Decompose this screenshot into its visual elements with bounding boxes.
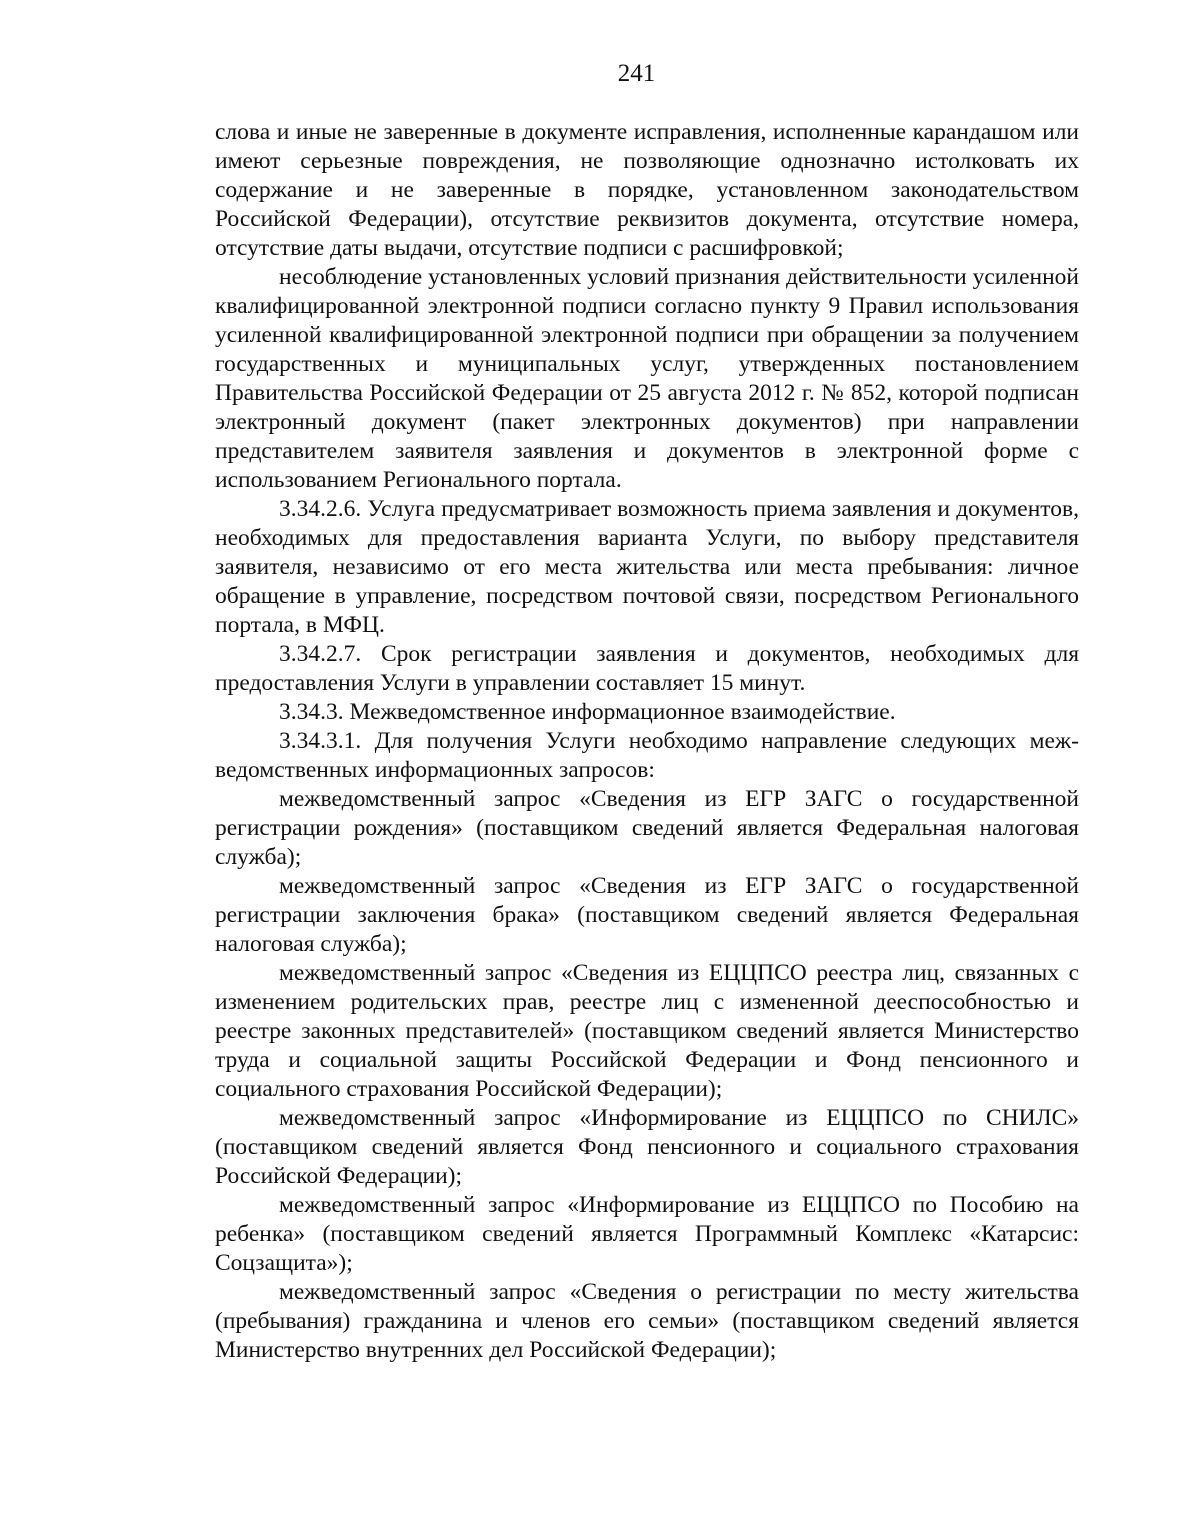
paragraph-10: межведомственный запрос «Информирование из ЕЦЦПСО по СНИЛС» (поставщиком сведений является Фонд пенсионного и социального страхования Российской Федерации); [215, 1105, 1079, 1189]
paragraph-6: 3.34.3.1. Для получения Услуги необходимо направление следующих межведомственных информационных запросов: [215, 728, 1079, 783]
paragraph-3: 3.34.2.6. Услуга предусматривает возможность приема заявления и документов, необходимых для предоставления варианта Услуги, по выбору представителя заявителя, независимо от его места жительства или места пребывания: личное обращение в управление, посредством почтовой связи, посредством Регионального портала, в МФЦ. [215, 496, 1079, 638]
paragraph-4: 3.34.2.7. Срок регистрации заявления и документов, необходимых для предоставления Услуги в управлении составляет 15 минут. [215, 641, 1079, 696]
paragraph-1: слова и иные не заверенные в документе исправления, исполненные карандашом или имеют серьезные повреждения, не позволяющие однозначно истолковать их содержание и не заверенные в порядке, установленном законодательством Российской Федерации), отсутствие реквизитов документа, отсутствие номера, отсутствие даты выдачи, отсутствие подписи с расшифровкой; [215, 119, 1079, 261]
paragraph-2: несоблюдение установленных условий признания действительности усиленной квалифицированной электронной подписи согласно пункту 9 Правил использования усиленной квалифицированной электронной подписи при обращении за получением государственных и муниципальных услуг, утвержденных постановлением Правительства Российской Федерации от 25 августа 2012 г. № 852, которой подписан электронный документ (пакет электронных документов) при направлении представителем заявителя заявления и документов в электронной форме с использованием Регионального портала. [215, 264, 1079, 493]
paragraph-7: межведомственный запрос «Сведения из ЕГР ЗАГС о государственной регистрации рождения» (поставщиком сведений является Федеральная налоговая служба); [215, 786, 1079, 870]
paragraph-9: межведомственный запрос «Сведения из ЕЦЦПСО реестра лиц, связанных с изменением родительских прав, реестре лиц с измененной дееспособностью и реестре законных представителей» (поставщиком сведений является Министерство труда и социальной защиты Российской Федерации и Фонд пенсионного и социального страхования Российской Федерации); [215, 960, 1079, 1102]
paragraph-5: 3.34.3. Межведомственное информационное взаимодействие. [279, 699, 896, 725]
paragraph-11: межведомственный запрос «Информирование из ЕЦЦПСО по Пособию на ребенка» (поставщиком сведений является Программный Комплекс «Катарсис: Соцзащита»); [215, 1192, 1079, 1276]
paragraph-12: межведомственный запрос «Сведения о регистрации по месту жительства (пребывания) гражданина и членов его семьи» (поставщиком сведений является Министерство внутренних дел Российской Федерации); [215, 1279, 1079, 1363]
document-body [215, 118, 1079, 1365]
page-number: 241 [617, 60, 656, 87]
paragraph-8: межведомственный запрос «Сведения из ЕГР ЗАГС о государственной регистрации заключения брака» (поставщиком сведений является Федеральная налоговая служба); [215, 873, 1079, 957]
